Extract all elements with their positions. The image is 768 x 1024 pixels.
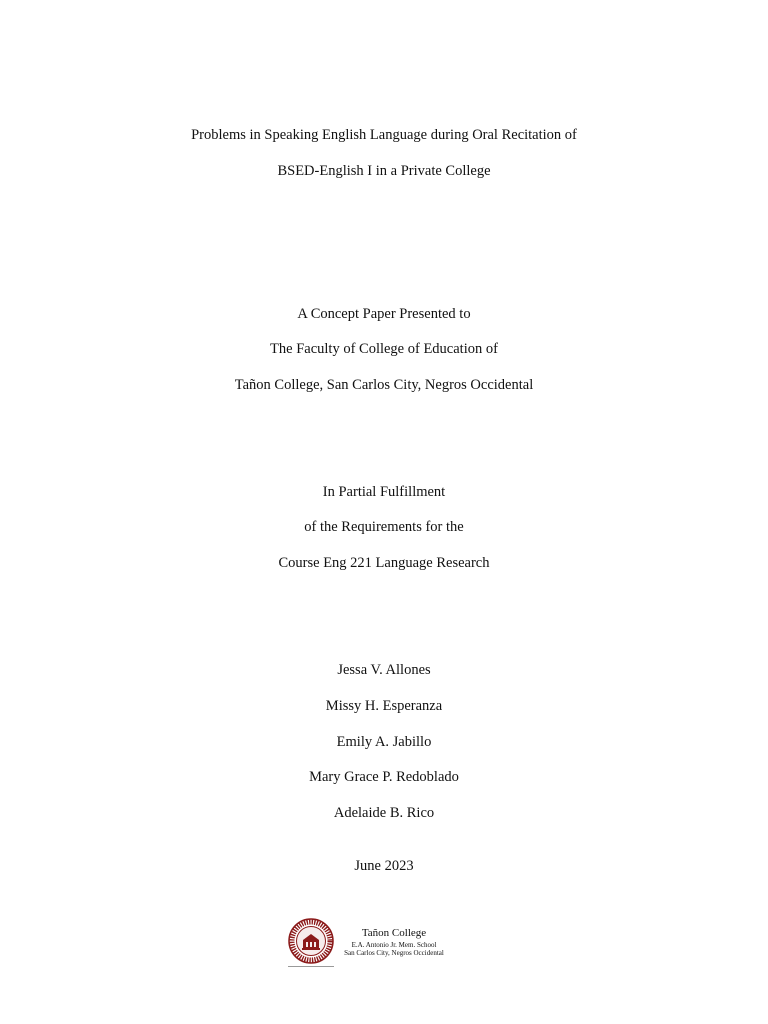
fulfillment-line-3: Course Eng 221 Language Research (278, 555, 490, 571)
title-line-2: BSED-English I in a Private College (277, 163, 491, 179)
fulfillment-line-2: of the Requirements for the (304, 519, 464, 535)
presentation-line-3: Tañon College, San Carlos City, Negros Occidental (234, 377, 534, 393)
submission-date: June 2023 (354, 858, 414, 874)
fulfillment-line-1: In Partial Fulfillment (322, 484, 446, 500)
author-name: Jessa V. Allones (337, 662, 431, 678)
institution-address-line-1: E.A. Antonio Jr. Mem. School (351, 941, 437, 949)
institution-footer (288, 918, 458, 970)
seal-underline (288, 966, 334, 967)
author-name: Emily A. Jabillo (336, 734, 432, 750)
title-line-1: Problems in Speaking English Language during Oral Recitation of (191, 127, 577, 143)
presentation-line-1: A Concept Paper Presented to (297, 306, 471, 322)
presentation-line-2: The Faculty of College of Education of (270, 341, 498, 357)
institution-address-line-2: San Carlos City, Negros Occidental (344, 949, 444, 957)
author-name: Mary Grace P. Redoblado (309, 769, 459, 785)
author-name: Adelaide B. Rico (333, 805, 435, 821)
author-name: Missy H. Esperanza (325, 698, 443, 714)
institution-name: Tañon College (361, 927, 427, 939)
